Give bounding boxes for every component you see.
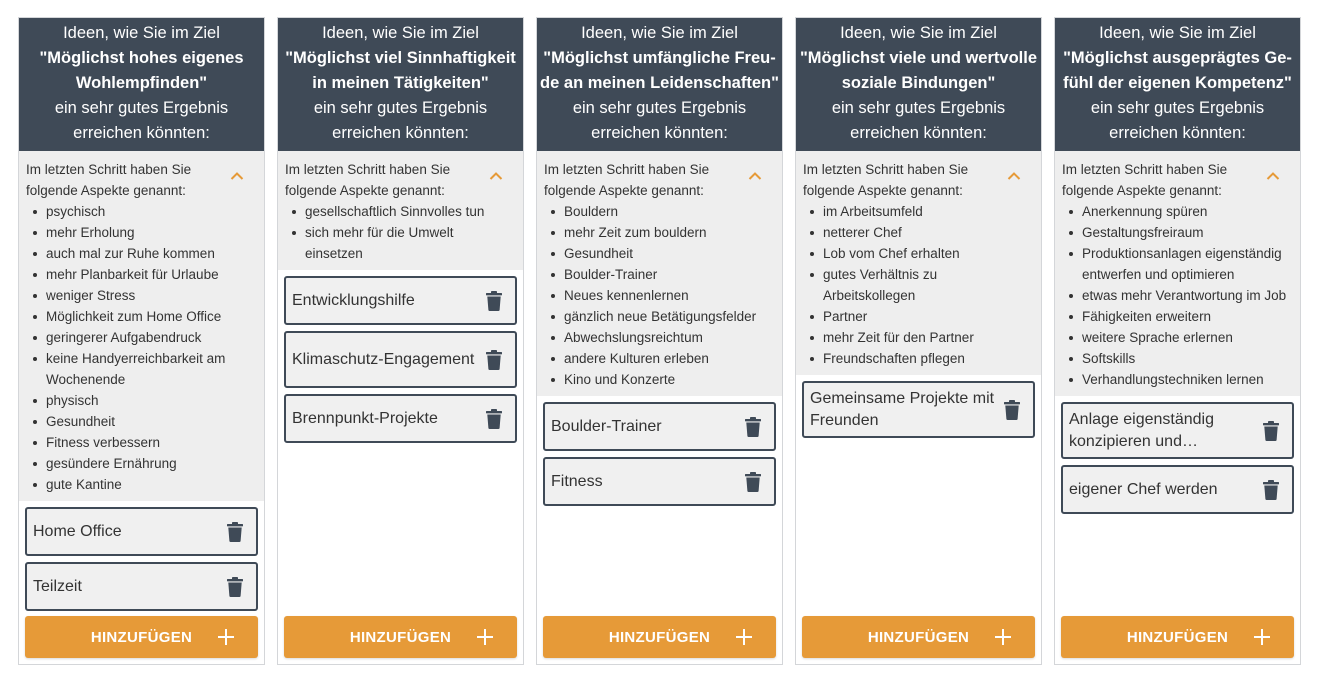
goal-column-wohlempfinden: [18, 17, 265, 665]
aspect-item: andere Kulturen erleben: [564, 348, 776, 369]
column-header: [278, 18, 523, 151]
ideas-list: [1055, 396, 1300, 514]
aspect-item: mehr Erholung: [46, 222, 258, 243]
trash-icon[interactable]: [745, 417, 761, 437]
aspects-list: [544, 201, 776, 390]
idea-text: Brennpunkt-Projekte: [292, 409, 438, 427]
header-goal-line: "Möglichst viel Sinnhaftigkeit: [285, 49, 516, 67]
header-goal-line: soziale Bindungen": [841, 74, 996, 92]
idea-card[interactable]: [284, 394, 517, 443]
idea-card[interactable]: [1061, 465, 1294, 514]
aspect-item: gutes Verhältnis zu Arbeitskollegen: [823, 264, 953, 306]
aspect-item: geringerer Aufgabendruck: [46, 327, 258, 348]
ideas-list: [19, 501, 264, 611]
aspect-item: auch mal zur Ruhe kommen: [46, 243, 258, 264]
header-goal-line: Wohlempfinden": [75, 74, 208, 92]
plus-icon: [993, 627, 1013, 647]
aspect-item: sich mehr für die Umwelt einsetzen: [305, 222, 517, 264]
header-intro: Ideen, wie Sie im Ziel: [840, 24, 997, 42]
idea-text: eigener Chef werden: [1069, 480, 1218, 498]
aspects-panel: [278, 151, 523, 270]
header-result: ein sehr gutes Ergebnis: [313, 99, 488, 117]
header-result: ein sehr gutes Ergebnis: [572, 99, 747, 117]
column-header: [537, 18, 782, 151]
header-goal-line: "Möglichst hohes eigenes: [39, 49, 244, 67]
idea-card[interactable]: [25, 507, 258, 556]
aspects-list: [803, 201, 1035, 369]
aspect-item: Softskills: [1082, 348, 1294, 369]
ideas-list: [537, 396, 782, 506]
trash-icon[interactable]: [227, 577, 243, 597]
aspect-item: weitere Sprache erlernen: [1082, 327, 1294, 348]
chevron-up-icon[interactable]: [1266, 171, 1280, 181]
aspect-item: mehr Planbarkeit für Urlaube: [46, 264, 258, 285]
aspect-item: etwas mehr Verantwortung im Job: [1082, 285, 1294, 306]
aspect-item: mehr Zeit zum bouldern: [564, 222, 776, 243]
goal-column-sinnhaftigkeit: [277, 17, 524, 665]
aspect-item: Fähigkeiten erweitern: [1082, 306, 1294, 327]
aspects-intro: Im letzten Schritt haben Sie folgende Aspekte genannt:: [803, 162, 969, 198]
idea-text: Entwicklungshilfe: [292, 291, 415, 309]
add-button-label: HINZUFÜGEN: [867, 628, 970, 646]
aspects-list: [26, 201, 258, 495]
aspects-panel: [1055, 151, 1300, 396]
aspect-item: Gesundheit: [46, 411, 258, 432]
plus-icon: [475, 627, 495, 647]
plus-icon: [216, 627, 236, 647]
aspect-item: gänzlich neue Betätigungsfelder: [564, 306, 776, 327]
header-achieve: erreichen könnten:: [1109, 124, 1246, 142]
aspect-item: Kino und Konzerte: [564, 369, 776, 390]
aspect-item: im Arbeitsumfeld: [823, 201, 1035, 222]
aspect-item: Boulder-Trainer: [564, 264, 776, 285]
header-goal-line: de an meinen Leidenschaften": [540, 74, 779, 92]
header-intro: Ideen, wie Sie im Ziel: [1099, 24, 1256, 42]
aspect-item: gute Kantine: [46, 474, 258, 495]
idea-text: Teilzeit: [33, 577, 82, 595]
add-button-label: HINZUFÜGEN: [349, 628, 452, 646]
header-result: ein sehr gutes Ergebnis: [831, 99, 1006, 117]
goal-column-soziale-bindungen: [795, 17, 1042, 665]
header-goal-line: "Möglichst ausgeprägtes Ge-: [1063, 49, 1292, 67]
trash-icon[interactable]: [227, 522, 243, 542]
header-goal-line: fühl der eigenen Kompetenz": [1063, 74, 1292, 92]
header-goal-line: in meinen Tätigkeiten": [312, 74, 489, 92]
plus-icon: [734, 627, 754, 647]
header-goal-line: "Möglichst viele und wertvolle: [799, 49, 1038, 67]
idea-card[interactable]: [802, 381, 1035, 438]
header-achieve: erreichen könnten:: [591, 124, 728, 142]
aspect-item: Freundschaften pflegen: [823, 348, 1035, 369]
aspect-item: Partner: [823, 306, 1035, 327]
header-intro: Ideen, wie Sie im Ziel: [63, 24, 220, 42]
aspect-item: gesellschaftlich Sinnvolles tun: [305, 201, 517, 222]
trash-icon[interactable]: [1263, 421, 1279, 441]
idea-card[interactable]: [543, 402, 776, 451]
trash-icon[interactable]: [486, 350, 502, 370]
aspect-item: physisch: [46, 390, 258, 411]
aspect-item: Möglichkeit zum Home Office: [46, 306, 258, 327]
add-idea-button[interactable]: [25, 616, 258, 658]
add-idea-button[interactable]: [1061, 616, 1294, 658]
column-header: [796, 18, 1041, 151]
aspects-intro: Im letzten Schritt haben Sie folgende Aspekte genannt:: [544, 162, 710, 198]
header-achieve: erreichen könnten:: [73, 124, 210, 142]
header-achieve: erreichen könnten:: [332, 124, 469, 142]
aspect-item: mehr Zeit für den Partner: [823, 327, 1035, 348]
goal-column-kompetenz: [1054, 17, 1301, 665]
trash-icon[interactable]: [1004, 400, 1020, 420]
header-result: ein sehr gutes Ergebnis: [1090, 99, 1265, 117]
aspect-item: Produktionsanlagen eigenständig entwerfen und optimieren: [1082, 243, 1294, 285]
header-result: ein sehr gutes Ergebnis: [54, 99, 229, 117]
idea-text: Klimaschutz-Engagement: [292, 350, 475, 368]
idea-text: Anlage eigenständig konzipieren und…: [1069, 410, 1215, 450]
trash-icon[interactable]: [745, 472, 761, 492]
aspect-item: Lob vom Chef erhalten: [823, 243, 1035, 264]
idea-card[interactable]: [284, 276, 517, 325]
aspect-item: Bouldern: [564, 201, 776, 222]
chevron-up-icon[interactable]: [489, 171, 503, 181]
idea-text: Gemeinsame Projekte mit Freunden: [810, 389, 995, 429]
idea-card[interactable]: [543, 457, 776, 506]
aspect-item: keine Handyerreichbarkeit am Wochenende: [46, 348, 258, 390]
aspect-item: Verhandlungstechniken lernen: [1082, 369, 1294, 390]
header-goal-line: "Möglichst umfängliche Freu-: [543, 49, 776, 67]
aspects-panel: [537, 151, 782, 396]
ideas-list: [796, 375, 1041, 438]
aspects-intro: Im letzten Schritt haben Sie folgende Aspekte genannt:: [285, 162, 451, 198]
trash-icon[interactable]: [486, 409, 502, 429]
goal-column-leidenschaften: [536, 17, 783, 665]
aspect-item: gesündere Ernährung: [46, 453, 258, 474]
aspect-item: Gestaltungsfreiraum: [1082, 222, 1294, 243]
aspect-item: psychisch: [46, 201, 258, 222]
trash-icon[interactable]: [486, 291, 502, 311]
idea-card[interactable]: [284, 331, 517, 388]
header-intro: Ideen, wie Sie im Ziel: [581, 24, 738, 42]
column-header: [1055, 18, 1300, 151]
idea-text: Boulder-Trainer: [551, 417, 662, 435]
idea-card[interactable]: [25, 562, 258, 611]
aspects-panel: [19, 151, 264, 501]
column-header: [19, 18, 264, 151]
idea-card[interactable]: [1061, 402, 1294, 459]
add-idea-button[interactable]: [802, 616, 1035, 658]
add-idea-button[interactable]: [284, 616, 517, 658]
aspects-panel: [796, 151, 1041, 375]
aspect-item: Gesundheit: [564, 243, 776, 264]
aspects-intro: Im letzten Schritt haben Sie folgende Aspekte genannt:: [26, 162, 192, 198]
chevron-up-icon[interactable]: [748, 171, 762, 181]
aspect-item: netterer Chef: [823, 222, 1035, 243]
add-idea-button[interactable]: [543, 616, 776, 658]
add-button-label: HINZUFÜGEN: [90, 628, 193, 646]
aspects-list: [1062, 201, 1294, 390]
aspect-item: Anerkennung spüren: [1082, 201, 1294, 222]
header-achieve: erreichen könnten:: [850, 124, 987, 142]
aspect-item: Neues kennenlernen: [564, 285, 776, 306]
add-button-label: HINZUFÜGEN: [1126, 628, 1229, 646]
plus-icon: [1252, 627, 1272, 647]
aspect-item: Fitness verbessern: [46, 432, 258, 453]
chevron-up-icon[interactable]: [1007, 171, 1021, 181]
add-button-label: HINZUFÜGEN: [608, 628, 711, 646]
chevron-up-icon[interactable]: [230, 171, 244, 181]
aspects-list: [285, 201, 517, 264]
ideas-list: [278, 270, 523, 443]
idea-text: Home Office: [33, 522, 122, 540]
idea-text: Fitness: [551, 472, 603, 490]
aspect-item: weniger Stress: [46, 285, 258, 306]
trash-icon[interactable]: [1263, 480, 1279, 500]
aspect-item: Abwechslungsreichtum: [564, 327, 776, 348]
aspects-intro: Im letzten Schritt haben Sie folgende Aspekte genannt:: [1062, 162, 1228, 198]
header-intro: Ideen, wie Sie im Ziel: [322, 24, 479, 42]
